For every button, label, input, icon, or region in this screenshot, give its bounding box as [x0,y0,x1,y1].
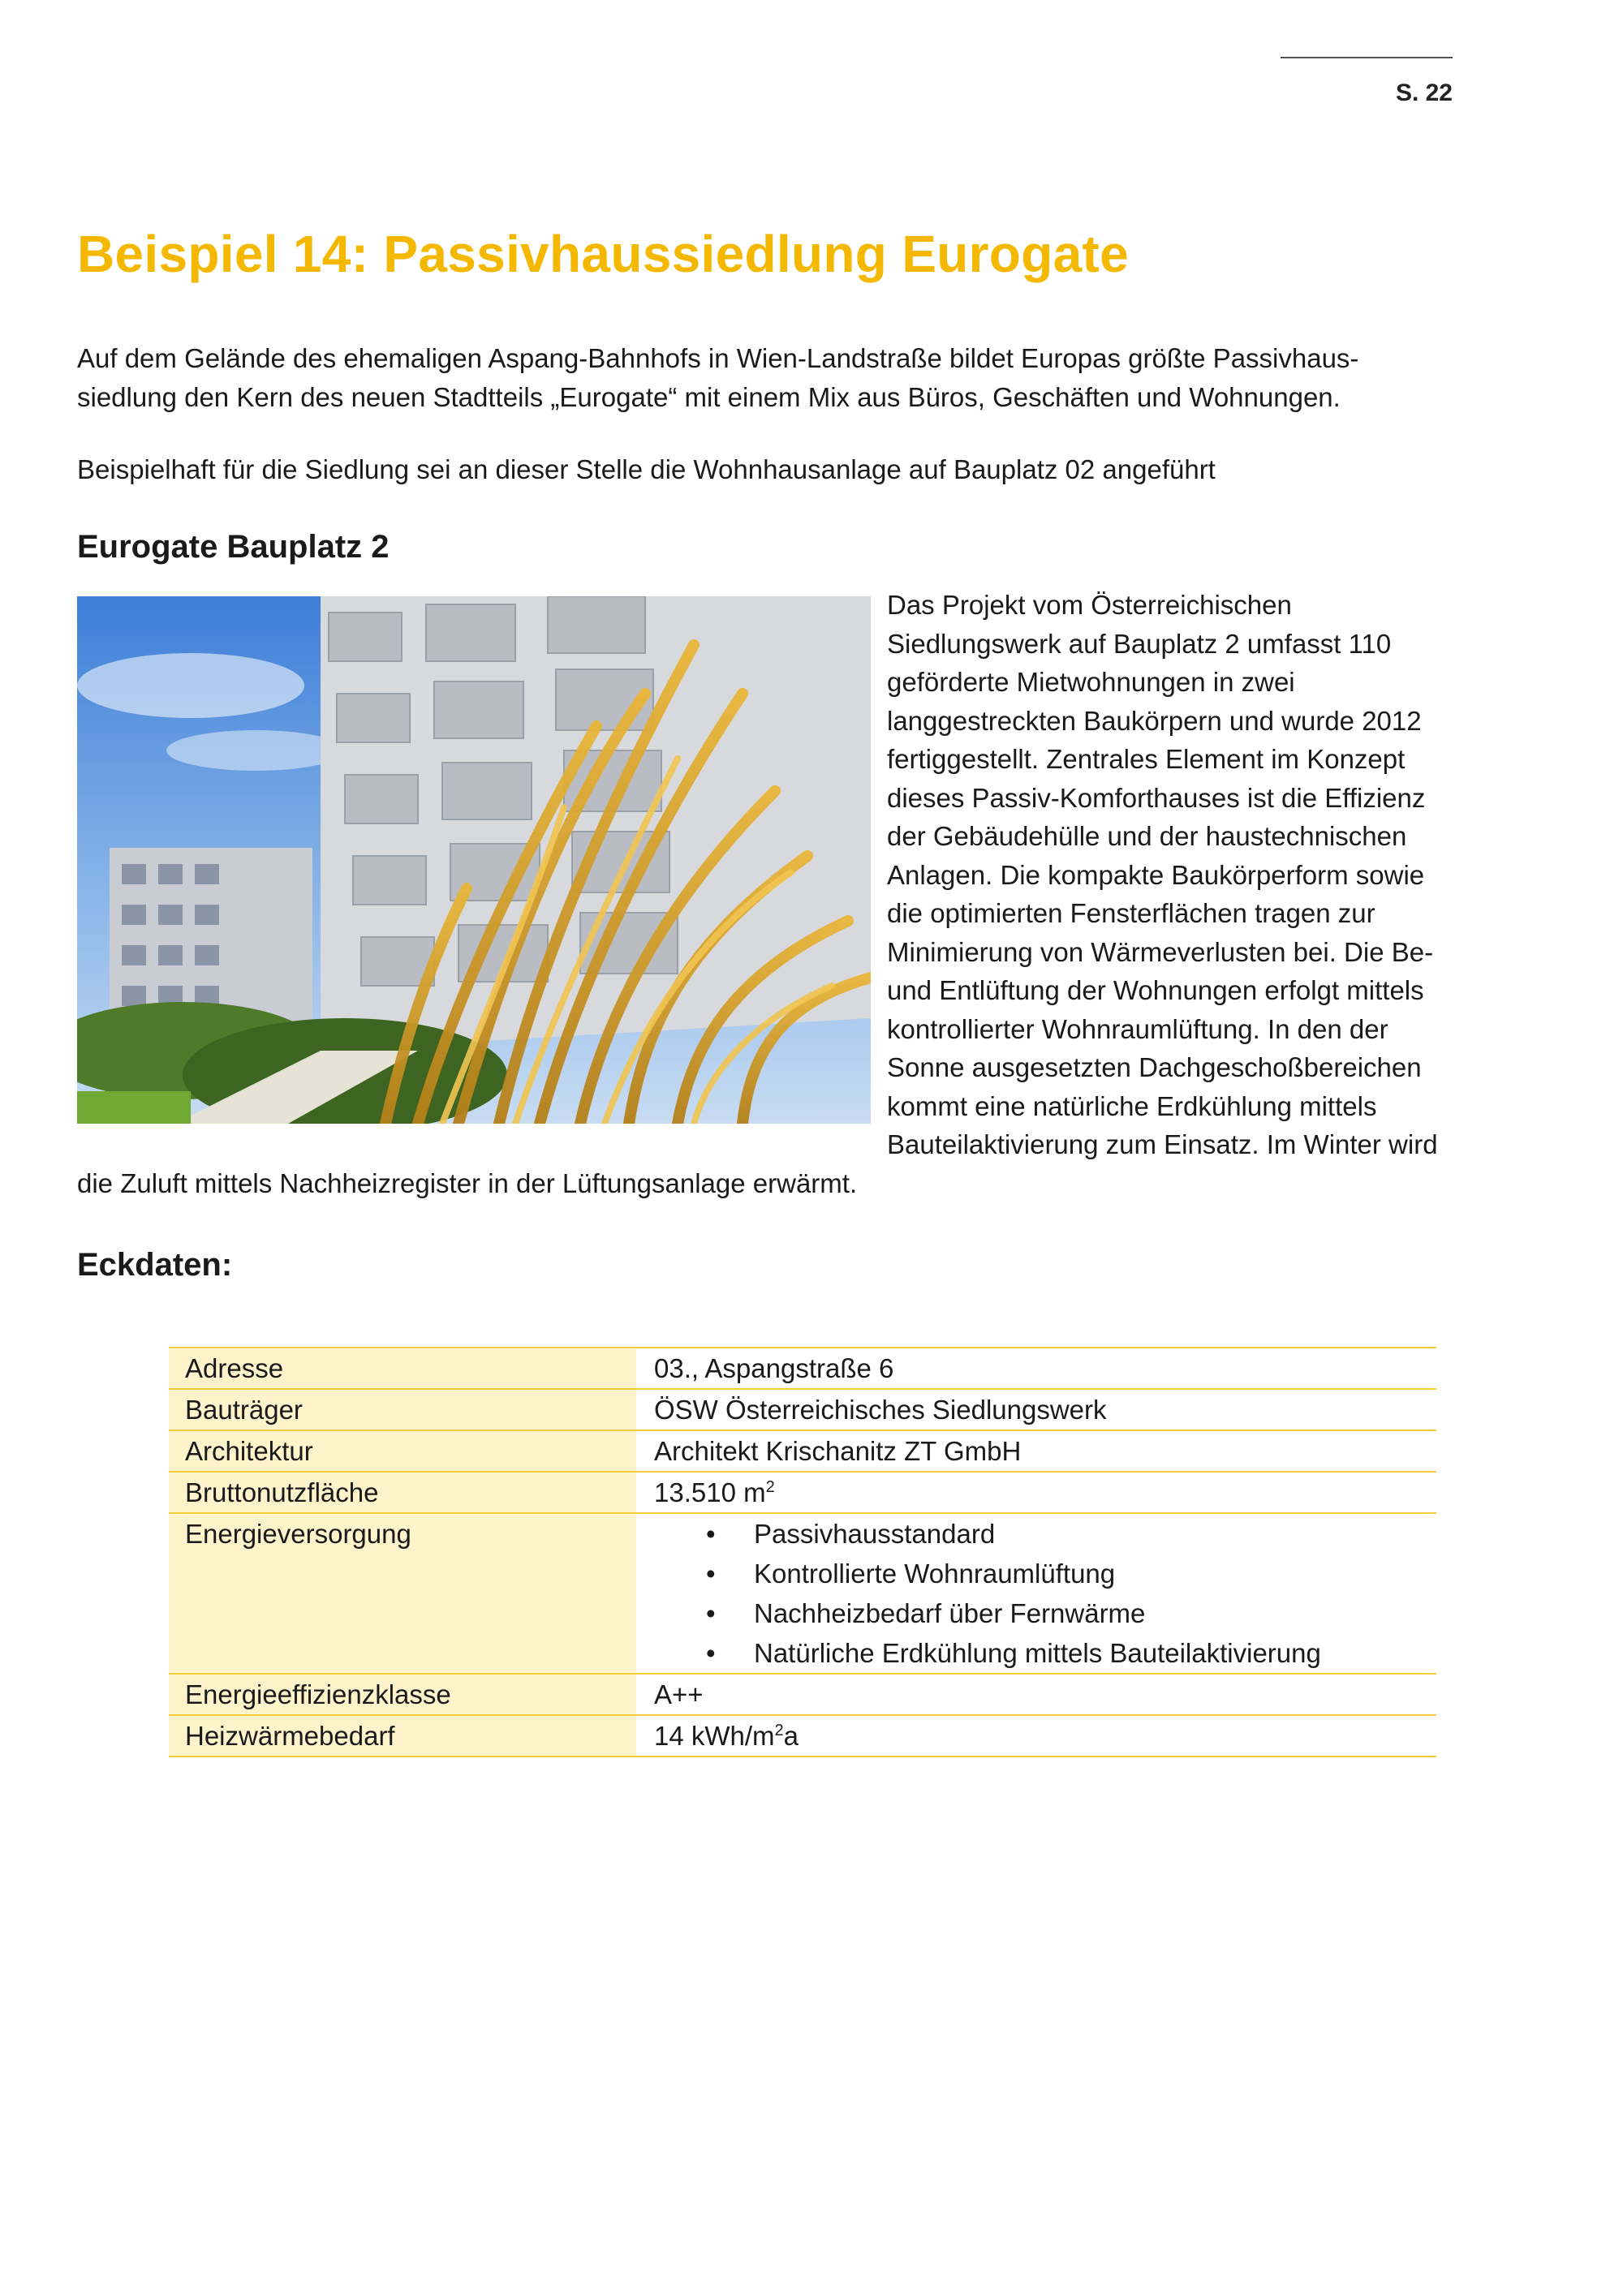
row-value-cell [636,1513,1436,1674]
table-row [169,1513,1436,1674]
row-value: ÖSW Österreichisches Siedlungswerk [636,1389,1436,1430]
row-key: Bauträger [169,1389,636,1430]
table-row [169,1674,1436,1715]
intro-paragraph-1: Auf dem Gelände des ehemaligen Aspang-Bahnhofs in Wien-Landstraße bildet Europas größte Passivhaus-siedlung den Kern des neuen Stadtteils „Eurogate“ mit einem Mix aus Büros, Geschäften und Wohnungen. [77,343,1359,412]
section-body [77,586,1453,1202]
page-title: Beispiel 14: Passivhaussiedlung Eurogate [77,225,1129,283]
list-item: • Nachheizbedarf über Fernwärme [654,1593,1436,1633]
unit-superscript: 2 [774,1722,784,1739]
section-body-text: Das Projekt vom Österreichischen Siedlungswerk auf Bauplatz 2 umfasst 110 geförderte Mietwohnungen in zwei langgestreckten Baukörpern und wurde 2012 fertiggestellt. Zentrales Element im Konzept dieses Passiv-Komforthauses ist die Effizienz der Gebäudehülle und der haustechnischen Anlagen. Die kompakte Baukörperform sowie die optimierten Fensterflächen tragen zur Minimierung von Wärmeverlusten bei. Die Be- und Entlüftung der Wohnungen erfolgt mittels kontrollierter Wohnraumlüftung. In den der Sonne ausgesetzten Dachgeschoßbereichen kommt eine natürliche Erdkühlung mittels Bauteilaktivierung zum Einsatz. Im Winter wird die Zuluft mittels Nachheizregister in der Lüftungsanlage erwärmt. [77,590,1438,1198]
row-key: Adresse [169,1348,636,1389]
row-key: Energieeffizienzklasse [169,1674,636,1715]
row-value: 03., Aspangstraße 6 [636,1348,1436,1389]
row-value: 14 kWh/m [654,1721,775,1751]
table-row [169,1389,1436,1430]
list-item: • Kontrollierte Wohnraumlüftung [654,1554,1436,1593]
table-row [169,1472,1436,1513]
header-rule [1281,57,1453,58]
row-value: A++ [636,1674,1436,1715]
intro-paragraph-2: Beispielhaft für die Siedlung sei an dieser Stelle die Wohnhausanlage auf Bauplatz 02 angeführt [77,454,1216,484]
table-row [169,1348,1436,1389]
unit-superscript: 2 [765,1478,775,1496]
page-number: S. 22 [1395,80,1453,106]
table-row [169,1430,1436,1472]
photo-float-spacer [77,586,887,1136]
list-item: • Passivhausstandard [654,1514,1436,1554]
row-value-cell [636,1715,1436,1756]
row-key: Heizwärmebedarf [169,1715,636,1756]
row-value: Architekt Krischanitz ZT GmbH [636,1430,1436,1472]
unit-suffix: a [783,1721,799,1751]
energy-list [654,1514,1436,1673]
row-key: Architektur [169,1430,636,1472]
eckdaten-table [169,1347,1436,1757]
row-value: 13.510 m [654,1477,766,1507]
table-row [169,1715,1436,1756]
eckdaten-heading: Eckdaten: [77,1247,233,1283]
list-item: • Natürliche Erdkühlung mittels Bauteilaktivierung [654,1633,1436,1673]
row-value-cell [636,1472,1436,1513]
row-key: Bruttonutzfläche [169,1472,636,1513]
section-heading: Eurogate Bauplatz 2 [77,529,390,565]
row-key: Energieversorgung [169,1513,636,1674]
